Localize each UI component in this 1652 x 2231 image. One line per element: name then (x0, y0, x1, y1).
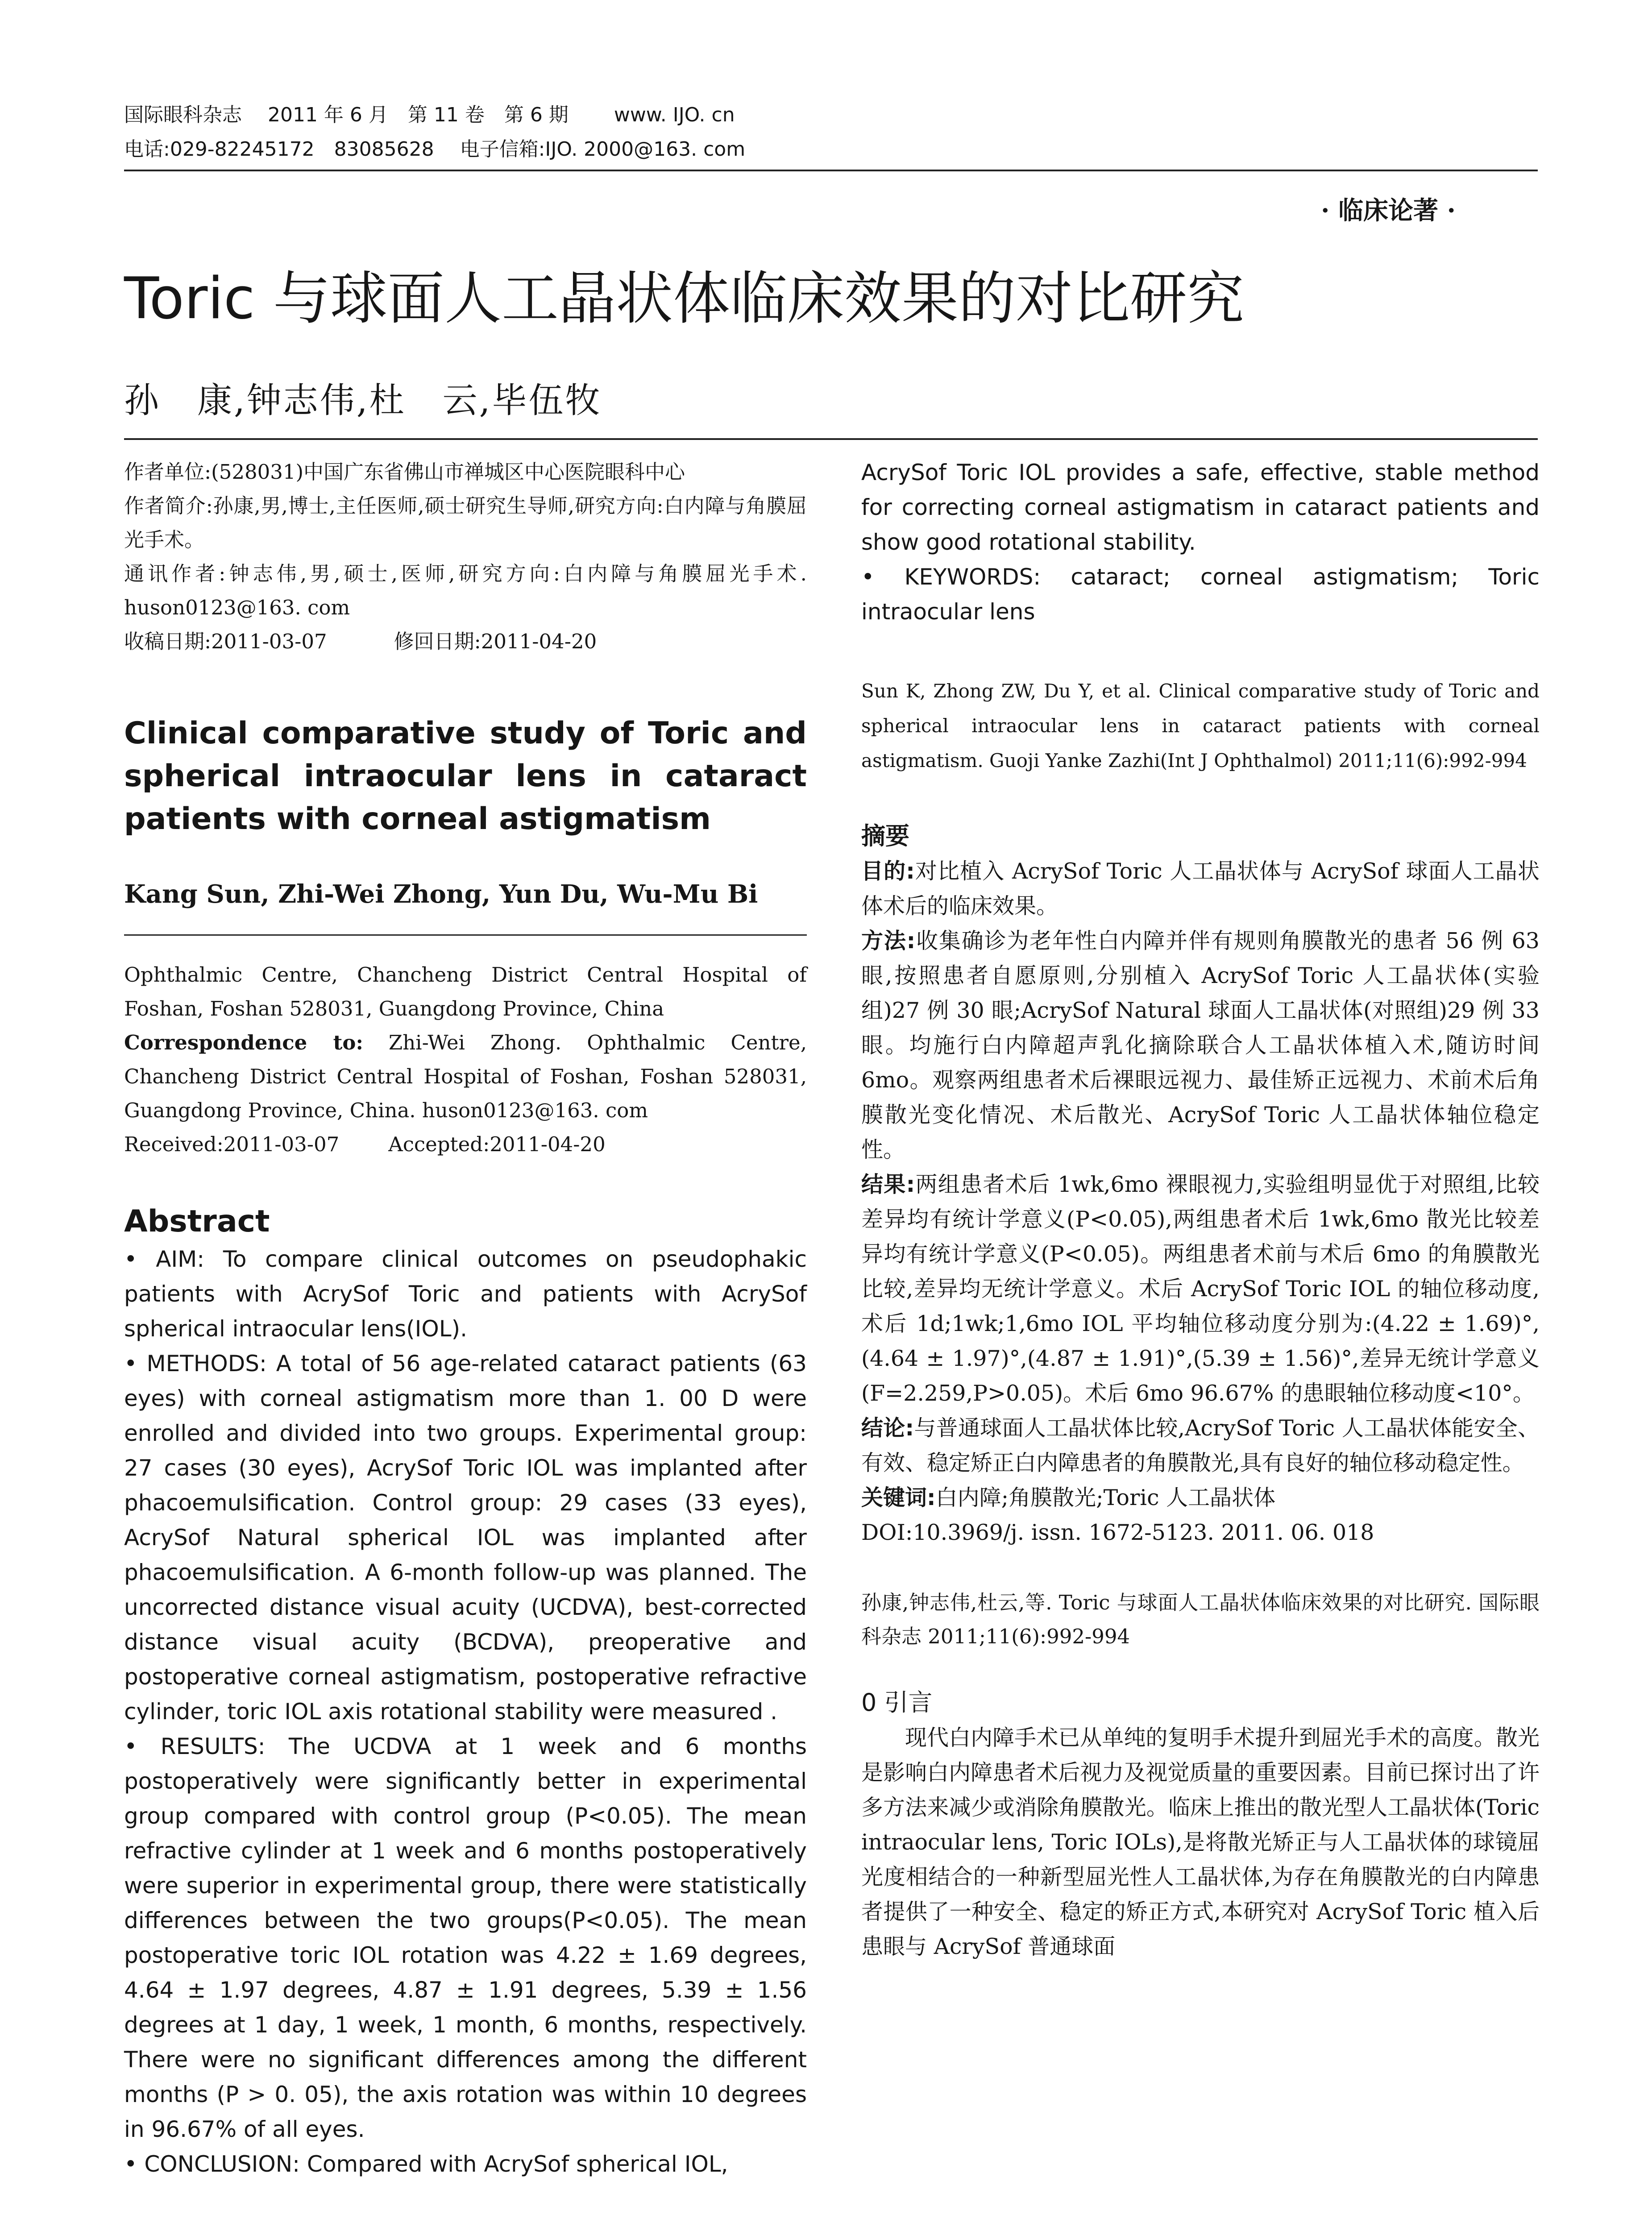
dates-cn (124, 625, 807, 659)
revised-cn: 修回日期:2011-04-20 (394, 630, 597, 653)
intro-heading: 0 引言 (861, 1688, 933, 1717)
abstract-methods: • METHODS: A total of 56 age-related cataract patients (63 eyes) with corneal astigmatism more than 1. 00 D were enrolled and divided into two groups. Experimental group: 27 cases (30 eyes), AcrySof Toric IOL was implanted after phacoemulsification. Control group: 29 cases (33 eyes), AcrySof Natural spherical IOL was implanted after phacoemulsification. A 6-month follow-up was planned. The uncorrected distance visual acuity (UCDVA), best-corrected distance visual acuity (BCDVA), preoperative and postoperative corneal astigmatism, postoperative refractive cylinder, toric IOL axis rotational stability were measured . (124, 1351, 807, 1725)
page-title: Toric 与球面人工晶状体临床效果的对比研究 (124, 265, 1245, 332)
correspondence-en (124, 1026, 807, 1128)
results-label: 结果: (861, 1172, 915, 1197)
abstract-cn-heading: 摘要 (861, 822, 909, 850)
right-column (861, 455, 1540, 1964)
objective-label: 目的: (861, 858, 915, 884)
abstract-keywords: • KEYWORDS: cataract; corneal astigmatism; Toric intraocular lens (861, 564, 1540, 625)
affiliation-block-en (124, 958, 807, 1161)
correspondence-text: Zhi-Wei Zhong. Ophthalmic Centre, Chancheng District Central Hospital of Foshan, Foshan 528031, Guangdong Province, China. huson0123@163. com (124, 1031, 807, 1122)
left-column (124, 455, 807, 2181)
received-cn: 收稿日期:2011-03-07 (124, 630, 327, 653)
accepted-en: Accepted:2011-04-20 (388, 1132, 606, 1156)
abstract-heading: Abstract (124, 1204, 270, 1239)
abstract-conclusion-end: AcrySof Toric IOL provides a safe, effective, stable method for correcting corneal astigmatism in cataract patients and show good rotational stability. (861, 460, 1540, 555)
title-rule (124, 438, 1538, 440)
authors-rule (124, 934, 807, 936)
conclusion-text: 与普通球面人工晶状体比较,AcrySof Toric 人工晶状体能安全、有效、稳定矫正白内障患者的角膜散光,具有良好的轴位移动稳定性。 (861, 1415, 1540, 1476)
abstract-aim: • AIM: To compare clinical outcomes on pseudophakic patients with AcrySof Toric and patients with AcrySof spherical intraocular lens(IOL). (124, 1246, 807, 1342)
english-title: Clinical comparative study of Toric and spherical intraocular lens in cataract patients with corneal astigmatism (124, 716, 807, 837)
objective-text: 对比植入 AcrySof Toric 人工晶状体与 AcrySof 球面人工晶状体术后的临床效果。 (861, 858, 1540, 919)
citation-en: Sun K, Zhong ZW, Du Y, et al. Clinical comparative study of Toric and spherical intraocular lens in cataract patients with corneal astigmatism. Guoji Yanke Zazhi(Int J Ophthalmol) 2011;11(6):992-994 (861, 680, 1540, 771)
dates-en (124, 1128, 807, 1161)
affiliation-cn: 作者单位:(528031)中国广东省佛山市禅城区中心医院眼科中心 (124, 460, 685, 484)
conclusion-cn (861, 1411, 1540, 1480)
keywords-cn (861, 1480, 1540, 1515)
journal-header: 国际眼科杂志 2011 年 6 月 第 11 卷 第 6 期 www. IJO. cn (124, 104, 735, 126)
keywords-text: 白内障;角膜散光;Toric 人工晶状体 (935, 1485, 1276, 1510)
authors-cn: 孙 康,钟志伟,杜 云,毕伍牧 (124, 381, 602, 421)
abstract-results: • RESULTS: The UCDVA at 1 week and 6 months postoperatively were significantly better in experimental group compared with control group (P<0.05). The mean refractive cylinder at 1 week and 6 months postoperatively were superior in experimental group, there were statistically differences between the two groups(P<0.05). The mean postoperative toric IOL rotation was 4.22 ± 1.69 degrees, 4.64 ± 1.97 degrees, 4.87 ± 1.91 degrees, 5.39 ± 1.56 degrees at 1 day, 1 week, 1 month, 6 months, respectively. There were no significant differences among the different months (P > 0. 05), the axis rotation was within 10 degrees in 96.67% of all eyes. (124, 1733, 807, 2142)
methods-cn (861, 924, 1540, 1167)
contact-header: 电话:029-82245172 83085628 电子信箱:IJO. 2000@163. com (124, 138, 746, 161)
methods-text: 收集确诊为老年性白内障并伴有规则角膜散光的患者 56 例 63 眼,按照患者自愿原则,分别植入 AcrySof Toric 人工晶状体(实验组)27 例 30 眼;AcrySof Natural 球面人工晶状体(对照组)29 例 33 眼。均施行白内障超声乳化摘除联合人工晶状体植入术,随访时间 6mo。观察两组患者术后裸眼远视力、最佳矫正远视力、术前术后角膜散光变化情况、术后散光、AcrySof Toric 人工晶状体轴位稳定性。 (861, 928, 1540, 1162)
bio-cn: 作者简介:孙康,男,博士,主任医师,硕士研究生导师,研究方向:白内障与角膜屈光手术。 (124, 494, 807, 552)
header-rule (124, 170, 1538, 171)
citation-cn: 孙康,钟志伟,杜云,等. Toric 与球面人工晶状体临床效果的对比研究. 国际眼科杂志 2011;11(6):992-994 (861, 1591, 1540, 1648)
keywords-label: 关键词: (861, 1485, 936, 1510)
abstract-conclusion-start: • CONCLUSION: Compared with AcrySof spherical IOL, (124, 2151, 728, 2177)
section-tag: · 临床论著 · (1321, 196, 1456, 225)
authors-en: Kang Sun, Zhi-Wei Zhong, Yun Du, Wu-Mu Bi (124, 879, 758, 909)
correspondence-label: Correspondence to: (124, 1031, 363, 1054)
results-text: 两组患者术后 1wk,6mo 裸眼视力,实验组明显优于对照组,比较差异均有统计学意义(P<0.05),两组患者术后 1wk,6mo 散光比较差异均有统计学意义(P<0.05)。两组患者术前与术后 6mo 的角膜散光比较,差异均无统计学意义。术后 AcrySof Toric IOL 的轴位移动度,术后 1d;1wk;1,6mo IOL 平均轴位移动度分别为:(4.22 ± 1.69)°,(4.64 ± 1.97)°,(4.87 ± 1.91)°,(5.39 ± 1.56)°,差异无统计学意义(F=2.259,P>0.05)。术后 6mo 96.67% 的患眼轴位移动度<10°。 (861, 1172, 1540, 1406)
intro-text: 现代白内障手术已从单纯的复明手术提升到屈光手术的高度。散光是影响白内障患者术后视力及视觉质量的重要因素。目前已探讨出了许多方法来减少或消除角膜散光。临床上推出的散光型人工晶状体(Toric intraocular lens, Toric IOLs),是将散光矫正与人工晶状体的球镜屈光度相结合的一种新型屈光性人工晶状体,为存在角膜散光的白内障患者提供了一种安全、稳定的矫正方式,本研究对 AcrySof Toric 植入后患眼与 AcrySof 普通球面 (861, 1725, 1540, 1959)
doi: DOI:10.3969/j. issn. 1672-5123. 2011. 06. 018 (861, 1520, 1374, 1545)
corresponding-cn: 通讯作者:钟志伟,男,硕士,医师,研究方向:白内障与角膜屈光手术. huson0123@163. com (124, 562, 807, 619)
conclusion-label: 结论: (861, 1415, 914, 1441)
methods-label: 方法: (861, 928, 916, 954)
objective-cn (861, 854, 1540, 924)
affiliation-en: Ophthalmic Centre, Chancheng District Central Hospital of Foshan, Foshan 528031, Guangdong Province, China (124, 963, 807, 1020)
results-cn (861, 1167, 1540, 1411)
received-en: Received:2011-03-07 (124, 1132, 340, 1156)
